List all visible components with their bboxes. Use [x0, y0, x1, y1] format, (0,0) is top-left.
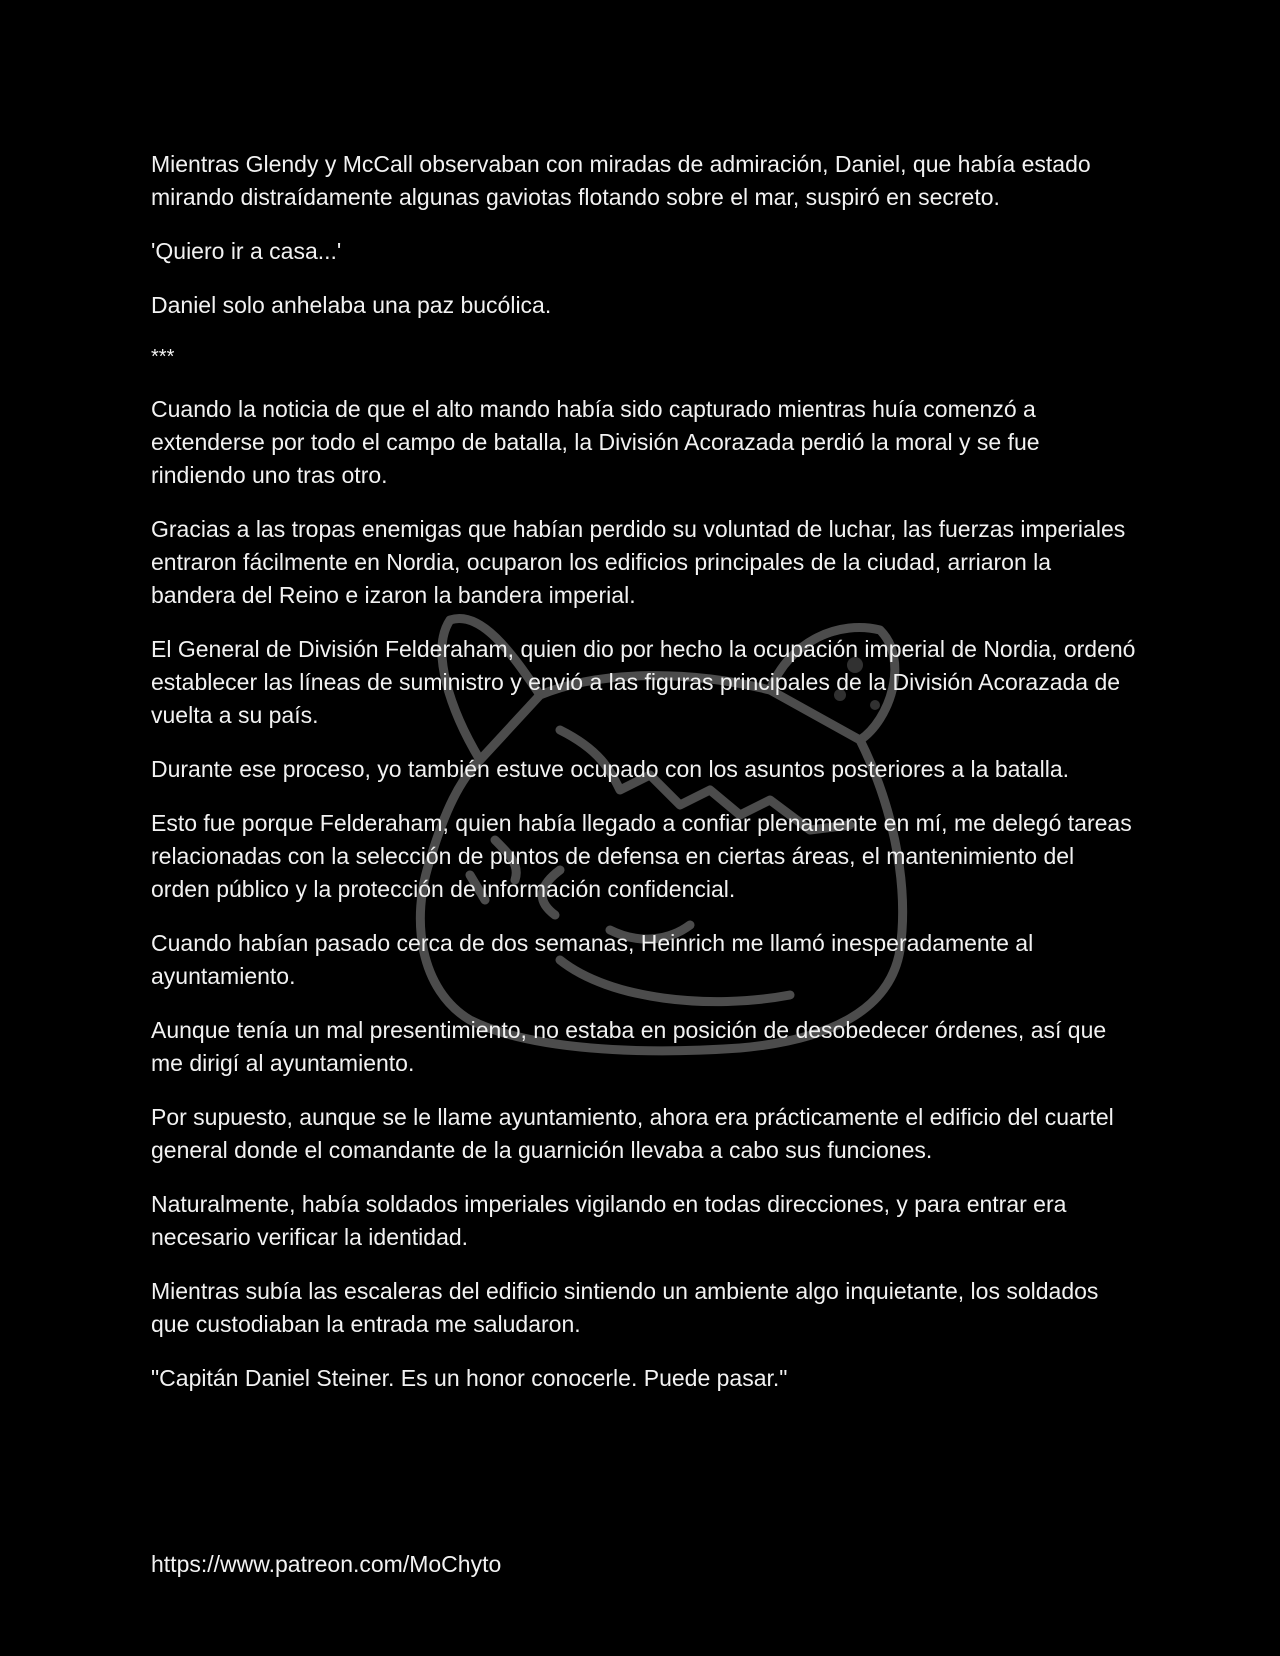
paragraph: Por supuesto, aunque se le llame ayuntamiento, ahora era prácticamente el edificio del cuartel general donde el comandante de la guarnición llevaba a cabo sus funciones. — [151, 1104, 1114, 1163]
paragraph: Gracias a las tropas enemigas que habían perdido su voluntad de luchar, las fuerzas imperiales entraron fácilmente en Nordia, ocuparon los edificios principales de la ciudad, arriaron la bandera del Reino e izaron la bandera imperial. — [151, 516, 1126, 608]
footer-patreon-url: https://www.patreon.com/MoChyto — [151, 1551, 502, 1577]
paragraph: Cuando habían pasado cerca de dos semanas, Heinrich me llamó inesperadamente al ayuntamiento. — [151, 930, 1034, 989]
dialogue-paragraph: "Capitán Daniel Steiner. Es un honor conocerle. Puede pasar." — [151, 1365, 788, 1391]
paragraph: Cuando la noticia de que el alto mando había sido capturado mientras huía comenzó a extenderse por todo el campo de batalla, la División Acorazada perdió la moral y se fue rindiendo uno tras otro. — [151, 396, 1040, 488]
paragraph: El General de División Felderaham, quien dio por hecho la ocupación imperial de Nordia, ordenó establecer las líneas de suministro y envió a las figuras principales de la División Acorazada de vuelta a su país. — [151, 636, 1136, 728]
paragraph: 'Quiero ir a casa...' — [151, 238, 342, 264]
paragraph: Aunque tenía un mal presentimiento, no estaba en posición de desobedecer órdenes, así que me dirigí al ayuntamiento. — [151, 1017, 1107, 1076]
paragraph: Daniel solo anhelaba una paz bucólica. — [151, 292, 552, 318]
document-body — [151, 148, 1136, 1416]
paragraph: Esto fue porque Felderaham, quien había llegado a confiar plenamente en mí, me delegó tareas relacionadas con la selección de puntos de defensa en ciertas áreas, el mantenimiento del orden público y la protección de información confidencial. — [151, 810, 1132, 902]
paragraph: Durante ese proceso, yo también estuve ocupado con los asuntos posteriores a la batalla. — [151, 756, 1070, 782]
paragraph: Mientras subía las escaleras del edificio sintiendo un ambiente algo inquietante, los soldados que custodiaban la entrada me saludaron. — [151, 1278, 1099, 1337]
paragraph: Naturalmente, había soldados imperiales vigilando en todas direcciones, y para entrar era necesario verificar la identidad. — [151, 1191, 1067, 1250]
scene-separator: *** — [151, 346, 175, 368]
paragraph: Mientras Glendy y McCall observaban con miradas de admiración, Daniel, que había estado mirando distraídamente algunas gaviotas flotando sobre el mar, suspiró en secreto. — [151, 151, 1091, 210]
